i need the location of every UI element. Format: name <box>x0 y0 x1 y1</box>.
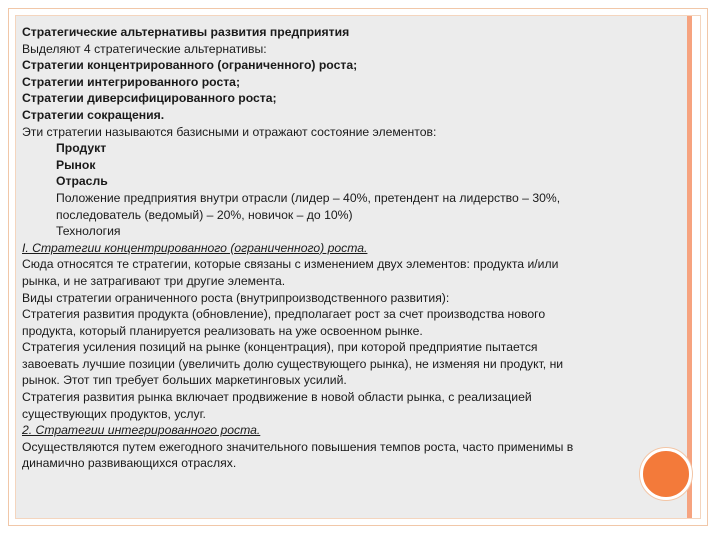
text-line: Стратегия развития рынка включает продвижение в новой области рынка, с реализацией <box>22 390 532 405</box>
accent-side-bar <box>687 16 692 518</box>
text-line: Эти стратегии называются базисными и отражают состояние элементов: <box>22 124 437 139</box>
text-line: Стратегия развития продукта (обновление), предполагает рост за счет производства нового <box>22 307 546 322</box>
text-line: Выделяют 4 стратегические альтернативы: <box>22 41 267 56</box>
text-line: рынка, и не затрагивают три другие элемента. <box>22 273 286 288</box>
element-item: Продукт <box>56 141 107 156</box>
text-line: Виды стратегии ограниченного роста (внутрипроизводственного развития): <box>22 290 450 305</box>
element-item: последователь (ведомый) – 20%, новичок – до 10%) <box>56 207 353 222</box>
element-item: Положение предприятия внутри отрасли (лидер – 40%, претендент на лидерство – 30%, <box>56 190 561 205</box>
list-item: Стратегии диверсифицированного роста; <box>22 91 277 106</box>
orange-circle-decoration <box>640 448 692 500</box>
text-line: существующих продуктов, услуг. <box>22 406 206 421</box>
slide-text <box>22 24 672 472</box>
text-line: рынок. Этот тип требует больших маркетинговых усилий. <box>22 373 347 388</box>
element-item: Отрасль <box>56 174 108 189</box>
text-line: продукта, который планируется реализовать на уже освоенном рынке. <box>22 323 423 338</box>
section-heading: I. Стратегии концентрированного (ограниченного) роста. <box>22 240 368 255</box>
text-line: динамично развивающихся отраслях. <box>22 456 237 471</box>
element-item: Технология <box>56 224 121 239</box>
text-line: Стратегия усиления позиций на рынке (концентрация), при которой предприятие пытается <box>22 340 538 355</box>
list-item: Стратегии интегрированного роста; <box>22 74 241 89</box>
text-line: Сюда относятся те стратегии, которые связаны с изменением двух элементов: продукта и/или <box>22 257 559 272</box>
section-heading: 2. Стратегии интегрированного роста. <box>22 423 261 438</box>
list-item: Стратегии сокращения. <box>22 107 165 122</box>
list-item: Стратегии концентрированного (ограниченного) роста; <box>22 58 358 73</box>
text-line: завоевать лучшие позиции (увеличить долю существующего рынка), не изменяя ни продукт, ни <box>22 356 564 371</box>
slide-title: Стратегические альтернативы развития предприятия <box>22 25 350 39</box>
text-line: Осуществляются путем ежегодного значительного повышения темпов роста, часто применимы в <box>22 439 574 454</box>
element-item: Рынок <box>56 157 96 172</box>
